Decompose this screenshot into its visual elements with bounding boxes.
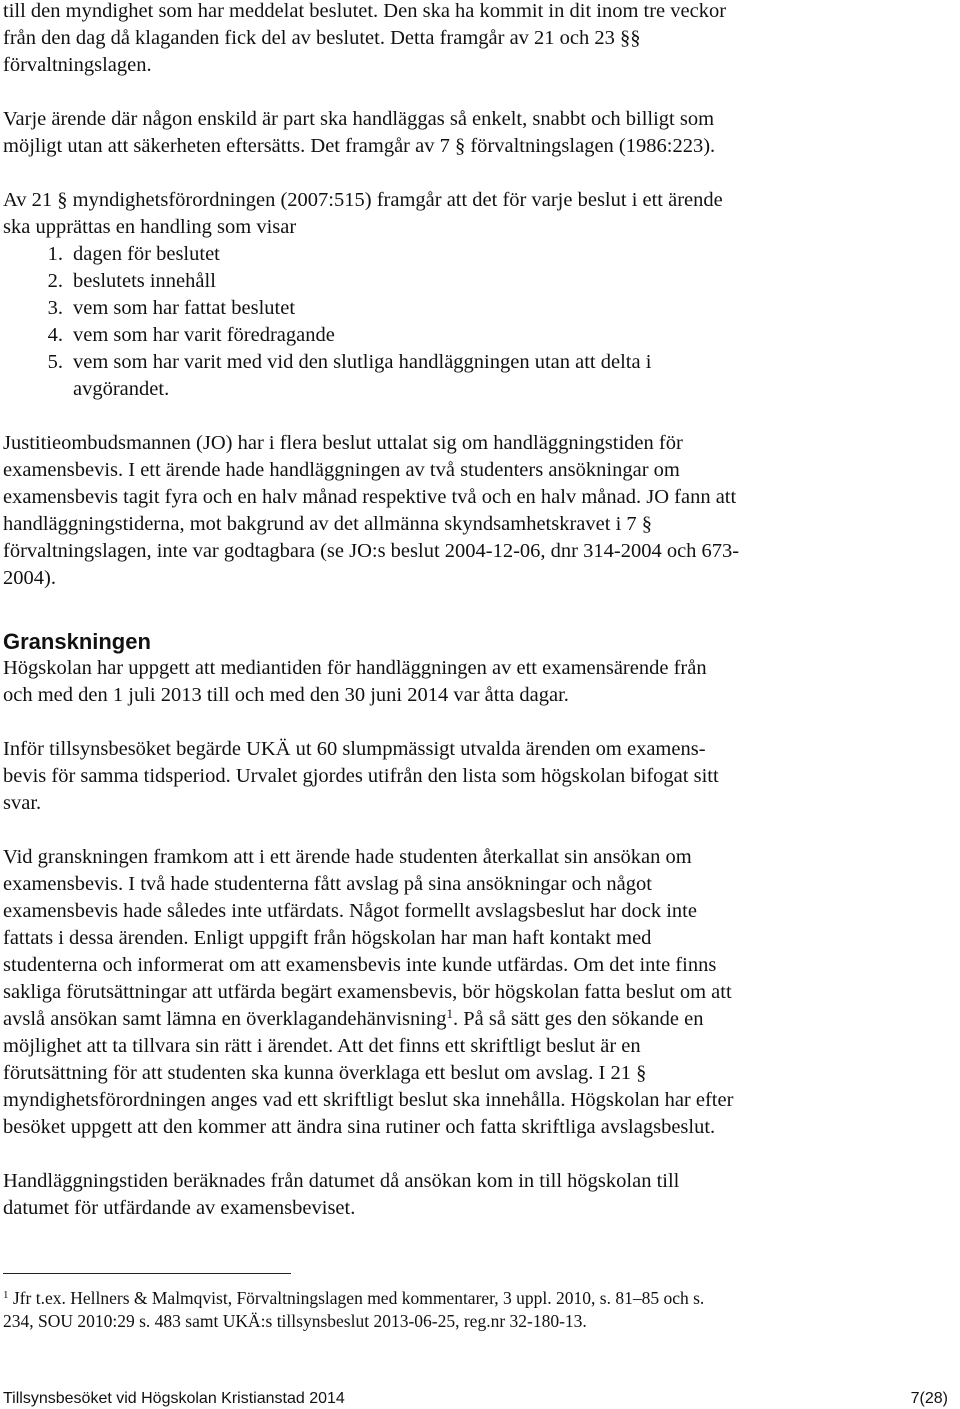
text-line: avslå ansökan samt lämna en överklagandehänvisning <box>3 1008 447 1030</box>
footnote-separator <box>3 1273 291 1274</box>
text-line: Inför tillsynsbesöket begärde UKÄ ut 60 slumpmässigt utvalda ärenden om examens- <box>3 738 706 760</box>
text-line: examensbevis hade således inte utfärdats. Något formellt avslagsbeslut har dock inte <box>3 900 697 922</box>
text-line: 2004). <box>3 567 56 589</box>
list-item <box>47 268 943 295</box>
list-text: vem som har fattat beslutet <box>73 297 296 319</box>
list-text-continuation: avgörandet. <box>73 378 170 400</box>
list-text: beslutets innehåll <box>73 270 216 292</box>
list-number: 3. <box>47 297 63 319</box>
text-line: examensbevis tagit fyra och en halv månad respektive två och en halv månad. JO fann att <box>3 486 737 508</box>
simplicity-paragraph <box>3 106 943 160</box>
list-item <box>47 349 943 403</box>
text-line: Vid granskningen framkom att i ett ärende hade studenten återkallat sin ansökan om <box>3 846 692 868</box>
text-line: besöket uppgett att den kommer att ändra sina rutiner och fatta skriftliga avslagsbeslut. <box>3 1116 716 1138</box>
text-line: ska upprättas en handling som visar <box>3 216 297 238</box>
footnote-marker: 1 <box>3 1289 9 1301</box>
list-text: vem som har varit föredragande <box>73 324 335 346</box>
text-line: från den dag då klaganden fick del av beslutet. Detta framgår av 21 och 23 §§ <box>3 27 641 49</box>
regulation-paragraph <box>3 187 943 241</box>
list-number: 4. <box>47 324 63 346</box>
footnote <box>3 1287 853 1333</box>
text-line: svar. <box>3 792 42 814</box>
text-line: . På så sätt ges den sökande en <box>452 1008 704 1030</box>
list-item <box>47 241 943 268</box>
intro-paragraph <box>3 0 943 79</box>
text-line: möjligt utan att säkerheten eftersätts. Det framgår av 7 § förvaltningslagen (1986:223). <box>3 135 716 157</box>
text-line: förvaltningslagen, inte var godtagbara (se JO:s beslut 2004-12-06, dnr 314-2004 och 673- <box>3 540 740 562</box>
text-line: till den myndighet som har meddelat beslutet. Den ska ha kommit in dit inom tre veckor <box>3 0 727 22</box>
text-line: förutsättning för att studenten ska kunna överklaga ett beslut om avslag. I 21 § <box>3 1062 647 1084</box>
text-line: handläggningstiderna, mot bakgrund av det allmänna skyndsamhetskravet i 7 § <box>3 513 653 535</box>
text-line: examensbevis. I två hade studenterna fått avslag på sina ansökningar och något <box>3 873 652 895</box>
text-line: Av 21 § myndighetsförordningen (2007:515) framgår att det för varje beslut i ett ärende <box>3 189 723 211</box>
calculation-paragraph <box>3 1168 943 1222</box>
section-heading: Granskningen <box>3 629 151 654</box>
footer-title: Tillsynsbesöket vid Högskolan Kristianstad 2014 <box>3 1390 345 1407</box>
findings-paragraph <box>3 844 943 1141</box>
text-line: och med den 1 juli 2013 till och med den 30 juni 2014 var åtta dagar. <box>3 684 569 706</box>
text-line: studenterna och informerat om att examensbevis inte kunde utfärdas. Om det inte finns <box>3 954 717 976</box>
text-line: Högskolan har uppgett att mediantiden för handläggningen av ett examensärende från <box>3 657 707 679</box>
median-paragraph <box>3 655 943 709</box>
list-item <box>47 295 943 322</box>
text-line: myndighetsförordningen anges vad ett skriftligt beslut ska innehålla. Högskolan har efter <box>3 1089 734 1111</box>
text-line: bevis för samma tidsperiod. Urvalet gjordes utifrån den lista som högskolan bifogat sitt <box>3 765 719 787</box>
footnote-text: 234, SOU 2010:29 s. 483 samt UKÄ:s tillsynsbeslut 2013-06-25, reg.nr 32-180-13. <box>3 1311 587 1331</box>
text-line: Justitieombudsmannen (JO) har i flera beslut uttalat sig om handläggningstiden för <box>3 432 683 454</box>
text-line: datumet för utfärdande av examensbeviset. <box>3 1197 356 1219</box>
text-line: möjlighet att ta tillvara sin rätt i ärendet. Att det finns ett skriftligt beslut är en <box>3 1035 641 1057</box>
page-number: 7(28) <box>910 1390 948 1407</box>
text-line: förvaltningslagen. <box>3 54 152 76</box>
list-text: vem som har varit med vid den slutliga handläggningen utan att delta i <box>73 351 652 373</box>
list-number: 5. <box>47 351 63 373</box>
list-text: dagen för beslutet <box>73 243 220 265</box>
list-number: 1. <box>47 243 63 265</box>
requirements-list <box>3 241 943 403</box>
footnote-text: Jfr t.ex. Hellners & Malmqvist, Förvaltningslagen med kommentarer, 3 uppl. 2010, s. 81–85 och s. <box>8 1288 705 1308</box>
text-line: sakliga förutsättningar att utfärda begärt examensbevis, bör högskolan fatta beslut om att <box>3 981 732 1003</box>
list-number: 2. <box>47 270 63 292</box>
list-item <box>47 322 943 349</box>
page-footer <box>3 1389 948 1409</box>
text-line: examensbevis. I ett ärende hade handläggningen av två studenters ansökningar om <box>3 459 680 481</box>
text-line: fattats i dessa ärenden. Enligt uppgift från högskolan har man haft kontakt med <box>3 927 652 949</box>
sample-paragraph <box>3 736 943 817</box>
document-body <box>3 0 943 1222</box>
jo-paragraph <box>3 430 943 592</box>
text-line: Handläggningstiden beräknades från datumet då ansökan kom in till högskolan till <box>3 1170 680 1192</box>
footnote-reference[interactable]: 1 <box>446 1006 453 1021</box>
text-line: Varje ärende där någon enskild är part ska handläggas så enkelt, snabbt och billigt som <box>3 108 715 130</box>
